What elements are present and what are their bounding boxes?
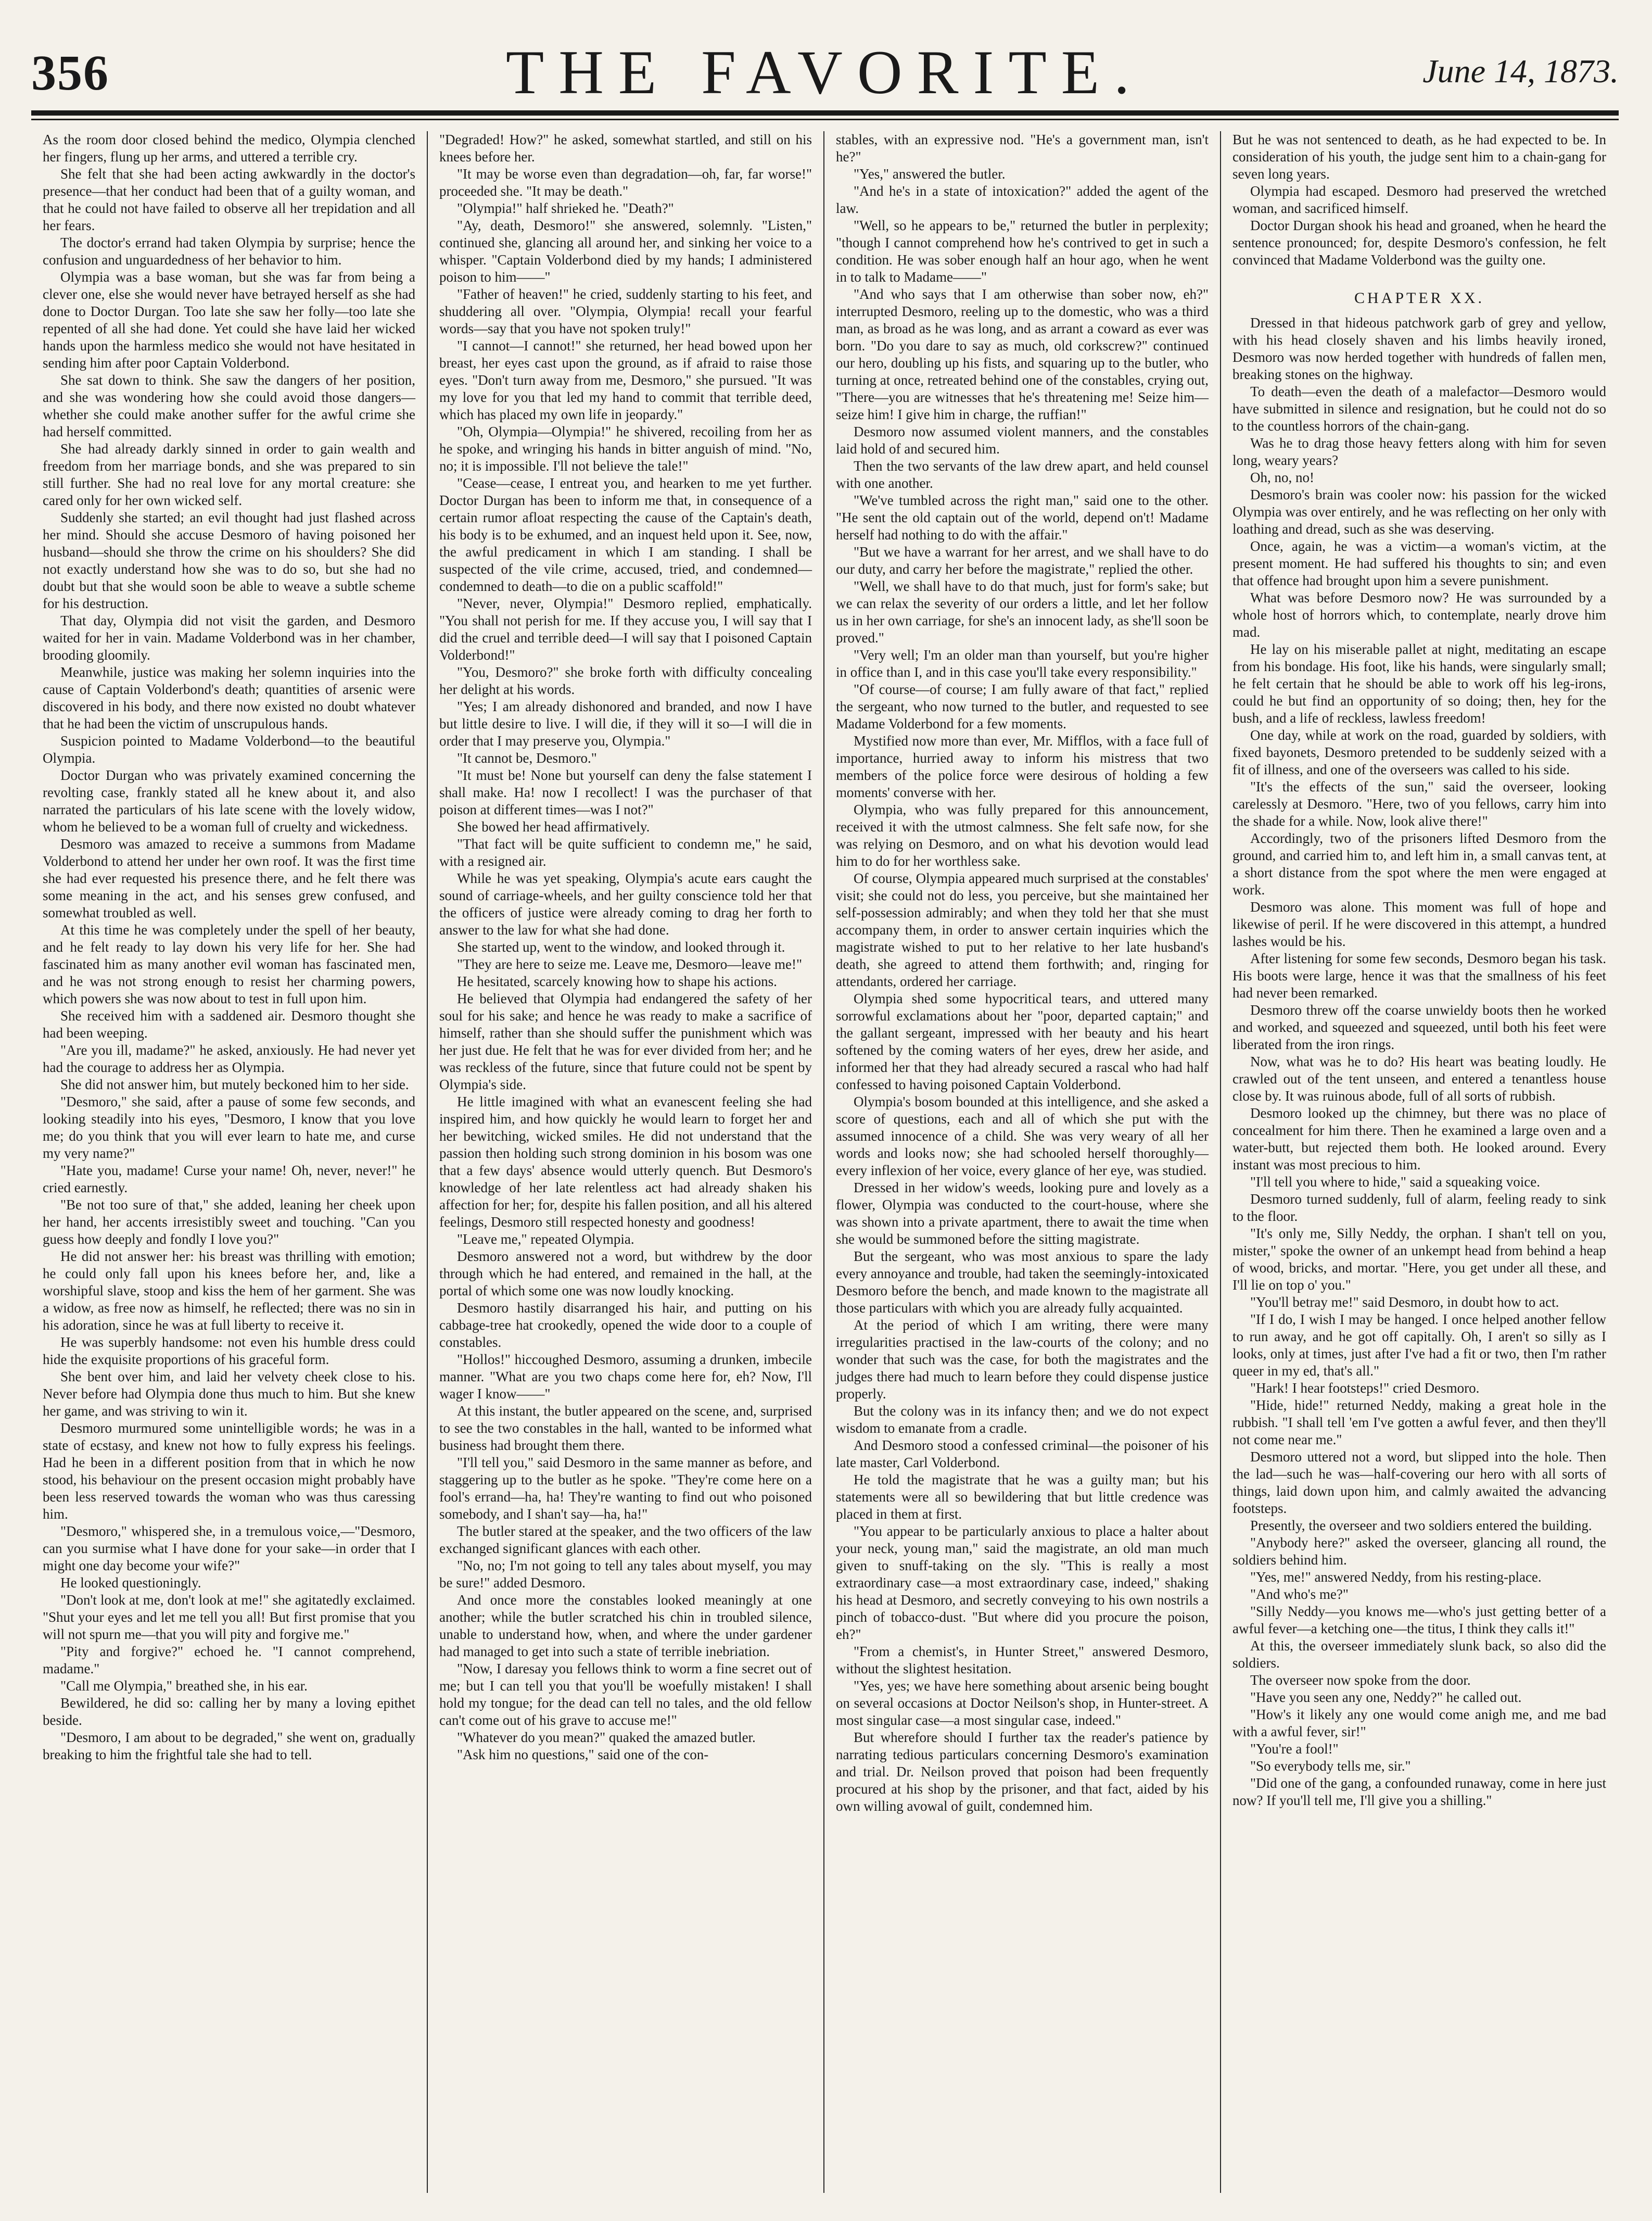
paragraph: One day, while at work on the road, guarded by soldiers, with fixed bayonets, Desmoro pretended to be suddenly seized with a fit of illness, and one of the overseers was called to his side.: [1232, 727, 1606, 777]
paragraph: Of course, Olympia appeared much surprised at the constables' visit; she could not do less, you perceive, but she maintained her self-possession admirably; and when they told her that she must accompany them, in order to answer certain inquiries which the magistrate wished to put to her relative to her late husband's death, she agreed to attend them forthwith; and, ringing for attendants, ordered her carriage.: [836, 870, 1209, 989]
paragraph: The overseer now spoke from the door.: [1250, 1672, 1471, 1688]
paragraph: She received him with a saddened air. Desmoro thought she had been weeping.: [43, 1008, 415, 1041]
paragraph: "Yes; I am already dishonored and branded, and now I have but little desire to live. I will die, if they will it so—I will die in order that I may preserve you, Olympia.": [439, 699, 812, 749]
paragraph: "How's it likely any one would come anigh me, and me bad with a awful fever, sir!": [1232, 1707, 1606, 1739]
paragraph: "You, Desmoro?" she broke forth with difficulty concealing her delight at his words.: [439, 664, 812, 697]
paragraph: "Leave me," repeated Olympia.: [457, 1231, 634, 1247]
paragraph: He told the magistrate that he was a guilty man; but his statements were all so bewildering that but little credence was placed in them at first.: [836, 1472, 1209, 1522]
paragraph: "Desmoro, I am about to be degraded," she went on, gradually breaking to him the frightful tale she had to tell.: [43, 1730, 415, 1762]
paragraph: "Yes, me!" answered Neddy, from his resting-place.: [1250, 1569, 1542, 1585]
paragraph: To death—even the death of a malefactor—Desmoro would have submitted in silence and resignation, but he could not do so to the countless horrors of the chain-gang.: [1232, 384, 1606, 434]
paragraph: Suddenly she started; an evil thought had just flashed across her mind. Should she accuse Desmoro of having poisoned her husband—should she throw the crime on his shoulders? She did not exactly understand how she was to do so, but she had no doubt but that she would soon be able to weave a subtle scheme for his destruction.: [43, 510, 415, 611]
paragraph: "Hide, hide!" returned Neddy, making a great hole in the rubbish. "I shall tell 'em I've gotten a awful fever, and then they'll not come near me.": [1232, 1397, 1606, 1447]
paragraph: He looked questioningly.: [60, 1575, 201, 1591]
paragraph: "So everybody tells me, sir.": [1250, 1758, 1411, 1774]
paragraph: He did not answer her: his breast was thrilling with emotion; he could only fall upon his knees before her, and, like a worshipful slave, stoop and kiss the hem of her garment. She was a widow, as free now as himself, he reflected; there was no sin in his adoration, since he was at full liberty to receive it.: [43, 1248, 415, 1333]
paragraph: "Be not too sure of that," she added, leaning her cheek upon her hand, her accents irresistibly sweet and touching. "Can you guess how deeply and fondly I love you?": [43, 1197, 415, 1247]
paragraph: "It's only me, Silly Neddy, the orphan. I shan't tell on you, mister," spoke the owner of an unkempt head from behind a heap of wood, bricks, and mortar. "Here, you get under all these, and I'll lie on top o' you.": [1232, 1226, 1606, 1293]
paragraph: Desmoro answered not a word, but withdrew by the door through which he had entered, and remained in the hall, at the portal of which some one was now loudly knocking.: [439, 1248, 812, 1298]
paragraph: "Hate you, madame! Curse your name! Oh, never, never!" he cried earnestly.: [43, 1163, 415, 1195]
paragraph: He hesitated, scarcely knowing how to shape his actions.: [457, 974, 777, 989]
paragraph: Dressed in her widow's weeds, looking pure and lovely as a flower, Olympia was conducted to the court-house, where she was shown into a private apartment, there to await the time when she would be summoned before the sitting magistrate.: [836, 1180, 1209, 1247]
paragraph: "Silly Neddy—you knows me—who's just getting better of a awful fever—a ketching one—the titus, I think they calls it!": [1232, 1604, 1606, 1636]
paragraph: "But we have a warrant for her arrest, and we shall have to do our duty, and carry her before the magistrate," replied the other.: [836, 544, 1209, 577]
paragraph: And once more the constables looked meaningly at one another; while the butler scratched his chin in troubled silence, unable to understand how, when, and where the under gardener had managed to get into such a state of terrible inebriation.: [439, 1592, 812, 1659]
paragraph: "Yes, yes; we have here something about arsenic being bought on several occasions at Doctor Neilson's shop, in Hunter-street. A most singular case—a most singular case, indeed.": [836, 1678, 1209, 1728]
paragraph: Olympia was a base woman, but she was far from being a clever one, else she would never have betrayed herself as she had done to Doctor Durgan. Too late she saw her folly—too late she repented of all she had done. Yet could she have laid her wicked hands upon the harmless medico she would not have hesitated in sending him after poor Captain Volderbond.: [43, 269, 415, 371]
paragraph: "Desmoro," whispered she, in a tremulous voice,—"Desmoro, can you surmise what I have done for your sake—in order that I might one day become your wife?": [43, 1523, 415, 1573]
paragraph: Desmoro murmured some unintelligible words; he was in a state of ecstasy, and knew not how to fully express his feelings. Had he been in a different position from that in which he now stood, his behaviour on the present occasion might probably have been less reserved towards the woman who was thus caressing him.: [43, 1420, 415, 1522]
paragraph: "Of course—of course; I am fully aware of that fact," replied the sergeant, who now turned to the butler, and requested to see Madame Volderbond for a few moments.: [836, 682, 1209, 731]
text-columns: [31, 131, 1619, 2193]
paragraph: Mystified now more than ever, Mr. Mifflos, with a face full of importance, hurried away to inform his mistress that two members of the police force were desirous of holding a few moments' converse with her.: [836, 733, 1209, 800]
column-1: [31, 131, 428, 2193]
paragraph: "Ask him no questions," said one of the con-: [457, 1747, 709, 1762]
paragraph: "I cannot—I cannot!" she returned, her head bowed upon her breast, her eyes cast upon the ground, as if afraid to raise those eyes. "Don't turn away from me, Desmoro," she pursued. "It was my love for you that led my hand to commit that terrible deed, which has placed my own life in jeopardy.": [439, 338, 812, 422]
paragraph: She started up, went to the window, and looked through it.: [457, 939, 785, 955]
paragraph: Bewildered, he did so: calling her by many a loving epithet beside.: [43, 1695, 415, 1728]
journal-title: THE FAVORITE.: [505, 37, 1145, 107]
paragraph: "Are you ill, madame?" he asked, anxiously. He had never yet had the courage to address her as Olympia.: [43, 1042, 415, 1075]
paragraph: The butler stared at the speaker, and the two officers of the law exchanged significant glances with each other.: [439, 1523, 812, 1556]
paragraph: Dressed in that hideous patchwork garb of grey and yellow, with his head closely shaven and his limbs heavily ironed, Desmoro was now herded together with hundreds of fallen men, breaking stones on the highway.: [1232, 315, 1606, 382]
paragraph: She bent over him, and laid her velvety cheek close to his. Never before had Olympia done thus much to him. But she knew her game, and was striving to win it.: [43, 1369, 415, 1419]
paragraph: Olympia had escaped. Desmoro had preserved the wretched woman, and sacrificed himself.: [1232, 183, 1606, 216]
paragraph: "Did one of the gang, a confounded runaway, come in here just now? If you'll tell me, I'll give you a shilling.": [1232, 1775, 1606, 1808]
paragraph: "Desmoro," she said, after a pause of some few seconds, and looking steadily into his eyes, "Desmoro, I know that you love me; do you think that you will ever learn to hate me, and curse my very name?": [43, 1094, 415, 1161]
paragraph: "And who says that I am otherwise than sober now, eh?" interrupted Desmoro, reeling up to the domestic, who was a third man, as broad as he was long, and as arrant a coward as ever was born. "Do you dare to say as much, old corkscrew?" continued our hero, doubling up his fists, and squaring up to the butler, who turning at once, retreated behind one of the constables, crying out, "There—you are witnesses that he's threatening me! Seize him—seize him! I give him in charge, the ruffian!": [836, 286, 1209, 422]
paragraph: Olympia shed some hypocritical tears, and uttered many sorrowful exclamations about her "poor, departed captain;" and the gallant sergeant, impressed with her beauty and his heart softened by the coming waters of her eyes, drew her aside, and informed her that they had already secured a rascal who had half confessed to having poisoned Captain Volderbond.: [836, 991, 1209, 1092]
paragraph: "If I do, I wish I may be hanged. I once helped another fellow to run away, and he got off capitally. Oh, I aren't so silly as I looks, only at times, just after I've had a fit or two, then I'm rather queer in my ed, that's all.": [1232, 1311, 1606, 1379]
paragraph: "Very well; I'm an older man than yourself, but you're higher in office than I, and in this case you'll take every responsibility.": [836, 647, 1209, 680]
paragraph: "Pity and forgive?" echoed he. "I cannot comprehend, madame.": [43, 1644, 415, 1676]
paragraph: Once, again, he was a victim—a woman's victim, at the present moment. He had suffered his thoughts to sin; and even that offence had brought upon him a severe punishment.: [1232, 538, 1606, 588]
paragraph: "It must be! None but yourself can deny the false statement I shall make. Ha! now I recollect! I was the purchaser of that poison at different times—was I not?": [439, 767, 812, 817]
paragraph: At this, the overseer immediately slunk back, so also did the soldiers.: [1232, 1638, 1606, 1671]
issue-date: June 14, 1873.: [1422, 53, 1619, 90]
paragraph: Now, what was he to do? His heart was beating loudly. He crawled out of the tent unseen, and entered a tenantless house close by. It was ruinous abode, full of all sorts of rubbish.: [1232, 1054, 1606, 1104]
paragraph: What was before Desmoro now? He was surrounded by a whole host of horrors which, to contemplate, nearly drove him mad.: [1232, 590, 1606, 640]
paragraph: Olympia's bosom bounded at this intelligence, and she asked a score of questions, each and all of which she put with the assumed innocence of a child. She was very weary of all her words and looks now; she had schooled herself thoroughly—every inflexion of her voice, every glance of her eye, was studied.: [836, 1094, 1209, 1178]
paragraph: She felt that she had been acting awkwardly in the doctor's presence—that her conduct had been that of a guilty woman, and that he could not have failed to observe all her trepidation and all her fears.: [43, 166, 415, 233]
paragraph: "Oh, Olympia—Olympia!" he shivered, recoiling from her as he spoke, and wringing his hands in bitter anguish of mind. "No, no; it is impossible. I'll not believe the tale!": [439, 424, 812, 474]
paragraph: "Hollos!" hiccoughed Desmoro, assuming a drunken, imbecile manner. "What are you two chaps come here for, eh? Now, I'll wager I know——": [439, 1352, 812, 1402]
paragraph: Oh, no, no!: [1250, 470, 1314, 485]
paragraph: Doctor Durgan who was privately examined concerning the revolting case, frankly stated all he knew about it, and also narrated the particulars of his late scene with the lovely widow, whom he believed to be a woman full of cruelty and wickedness.: [43, 767, 415, 835]
paragraph: She sat down to think. She saw the dangers of her position, and she was wondering how she could avoid those dangers—whether she could make another suffer for the awful crime she had herself committed.: [43, 372, 415, 439]
paragraph: stables, with an expressive nod. "He's a government man, isn't he?": [836, 132, 1209, 165]
paragraph: Desmoro threw off the coarse unwieldy boots then he worked and worked, and squeezed and squeezed, until both his feet were liberated from the iron rings.: [1232, 1002, 1606, 1052]
paragraph: Doctor Durgan shook his head and groaned, when he heard the sentence pronounced; for, despite Desmoro's confession, he felt convinced that Madame Volderbond was the guilty one.: [1232, 218, 1606, 268]
paragraph: "And who's me?": [1250, 1586, 1349, 1602]
paragraph: Desmoro uttered not a word, but slipped into the hole. Then the lad—such he was—half-covering our hero with all sorts of things, laid down upon him, and calmly awaited the advancing footsteps.: [1232, 1449, 1606, 1516]
paragraph: Desmoro hastily disarranged his hair, and putting on his cabbage-tree hat crookedly, opened the wide door to a couple of constables.: [439, 1300, 812, 1350]
paragraph: But he was not sentenced to death, as he had expected to be. In consideration of his youth, the judge sent him to a chain-gang for seven long years.: [1232, 132, 1606, 182]
paragraph: "That fact will be quite sufficient to condemn me," he said, with a resigned air.: [439, 836, 812, 869]
column-3: [824, 131, 1221, 2193]
page-number: 356: [31, 45, 109, 100]
paragraph: But the sergeant, who was most anxious to spare the lady every annoyance and trouble, had taken the seemingly-intoxicated Desmoro before the bench, and made known to the magistrate all those particulars with which you are already fully acquainted.: [836, 1248, 1209, 1316]
paragraph: She bowed her head affirmatively.: [457, 819, 650, 835]
paragraph: Then the two servants of the law drew apart, and held counsel with one another.: [836, 458, 1209, 491]
paragraph: But wherefore should I further tax the reader's patience by narrating tedious particulars concerning Desmoro's examination and trial. Dr. Neilson proved that poison had been frequently procured at his shop by the prisoner, and that fact, aided by his own willing avowal of guilt, condemned him.: [836, 1730, 1209, 1814]
paragraph: While he was yet speaking, Olympia's acute ears caught the sound of carriage-wheels, and her guilty conscience told her that the officers of justice were already coming to drag her forth to answer to the law for what she had done.: [439, 870, 812, 938]
paragraph: "Never, never, Olympia!" Desmoro replied, emphatically. "You shall not perish for me. If they accuse you, I will say that I did the cruel and terrible deed—I will say that I poisoned Captain Volderbond!": [439, 596, 812, 663]
paragraph: Meanwhile, justice was making her solemn inquiries into the cause of Captain Volderbond's death; quantities of arsenic were discovered in his body, and there now existed no doubt whatever that he had been the victim of unscrupulous hands.: [43, 664, 415, 731]
paragraph: Desmoro was amazed to receive a summons from Madame Volderbond to attend her under her own roof. It was the first time she had ever requested his presence there, and he felt there was some meaning in the act, and his senses grew confused, and somewhat troubled as well.: [43, 836, 415, 920]
masthead: [31, 31, 1619, 109]
column-4: [1221, 131, 1618, 2193]
paragraph: "You appear to be particularly anxious to place a halter about your neck, young man," said the magistrate, an old man much given to snuff-taking on the sly. "This is really a most extraordinary case—a most extraordinary case, indeed," shaking his head at Desmoro, and secretly conveying to his own nostrils a pinch of tobacco-dust. "But where did you procure the poison, eh?": [836, 1523, 1209, 1642]
paragraph: "No, no; I'm not going to tell any tales about myself, you may be sure!" added Desmoro.: [439, 1558, 812, 1591]
paragraph: He was superbly handsome: not even his humble dress could hide the exquisite proportions of his graceful form.: [43, 1334, 415, 1367]
paragraph: "We've tumbled across the right man," said one to the other. "He sent the old captain out of the world, depend on't! Madame herself had nothing to do with the affair.": [836, 493, 1209, 542]
paragraph: Desmoro's brain was cooler now: his passion for the wicked Olympia was over entirely, and he was reflecting on her only with loathing and dread, such as she was deserving.: [1232, 487, 1606, 537]
paragraph: He believed that Olympia had endangered the safety of her soul for his sake; and hence he was ready to make a sacrifice of himself, rather than she should suffer the punishment which was her just due. He felt that he was for ever divided from her; and he was reckless of the future, since that future could not be spent by Olympia's side.: [439, 991, 812, 1092]
paragraph: After listening for some few seconds, Desmoro began his task. His boots were large, hence it was that the smallness of his feet had never been remarked.: [1232, 951, 1606, 1001]
paragraph: "You're a fool!": [1250, 1741, 1339, 1757]
paragraph: "They are here to seize me. Leave me, Desmoro—leave me!": [457, 956, 802, 972]
header-rule: [31, 110, 1619, 116]
paragraph: Presently, the overseer and two soldiers entered the building.: [1250, 1518, 1592, 1533]
paragraph: "Call me Olympia," breathed she, in his ear.: [60, 1678, 308, 1694]
paragraph: "I'll tell you," said Desmoro in the same manner as before, and staggering up to the butler as he spoke. "They're come here on a fool's errand—ha, ha! They're wanting to find out who poisoned somebody, and I shan't say—ha, ha!": [439, 1455, 812, 1522]
paragraph: "Olympia!" half shrieked he. "Death?": [457, 200, 674, 216]
paragraph: At this instant, the butler appeared on the scene, and, surprised to see the two constables in the hall, wanted to be informed what business had brought them there.: [439, 1403, 812, 1453]
paragraph: "Father of heaven!" he cried, suddenly starting to his feet, and shuddering all over. "Olympia, Olympia! recall your fearful words—say that you have not spoken truly!": [439, 286, 812, 336]
paragraph: As the room door closed behind the medico, Olympia clenched her fingers, flung up her arms, and uttered a terrible cry.: [43, 132, 415, 165]
paragraph: "Yes," answered the butler.: [854, 166, 1006, 182]
paragraph: Suspicion pointed to Madame Volderbond—to the beautiful Olympia.: [43, 733, 415, 766]
paragraph: "Ay, death, Desmoro!" she answered, solemnly. "Listen," continued she, glancing all around her, and sinking her voice to a whisper. "Captain Volderbond died by my hands; I administered poison to him——": [439, 218, 812, 285]
paragraph: "Hark! I hear footsteps!" cried Desmoro.: [1250, 1380, 1480, 1396]
paragraph: "Well, so he appears to be," returned the butler in perplexity; "though I cannot comprehend how he's contrived to get in such a condition. He was sober enough half an hour ago, when he went in to talk to Madame——": [836, 218, 1209, 285]
paragraph: And Desmoro stood a confessed criminal—the poisoner of his late master, Carl Volderbond.: [836, 1437, 1209, 1470]
paragraph: At this time he was completely under the spell of her beauty, and he felt ready to lay down his very life for her. She had fascinated him as many another evil woman has fascinated men, and he was not strong enough to resist her charming powers, which powers she was now about to test in full upon him.: [43, 922, 415, 1006]
paragraph: "Degraded! How?" he asked, somewhat startled, and still on his knees before her.: [439, 132, 812, 165]
header-rule-thin: [31, 119, 1619, 120]
paragraph: Desmoro was alone. This moment was full of hope and likewise of peril. If he were discovered in this attempt, a hundred lashes would be his.: [1232, 899, 1606, 949]
paragraph: At the period of which I am writing, there were many irregularities practised in the law-courts of the colony; and no wonder that such was the case, for both the magistrates and the judges there had much to learn before they could dispense justice properly.: [836, 1317, 1209, 1402]
paragraph: "From a chemist's, in Hunter Street," answered Desmoro, without the slightest hesitation.: [836, 1644, 1209, 1676]
paragraph: Accordingly, two of the prisoners lifted Desmoro from the ground, and carried him to, and left him in, a small canvas tent, at a short distance from the spot where the men were engaged at work.: [1232, 830, 1606, 898]
paragraph: Desmoro now assumed violent manners, and the constables laid hold of and secured him.: [836, 424, 1209, 457]
paragraph: Desmoro looked up the chimney, but there was no place of concealment for him there. Then he examined a large oven and a water-butt, but rejected them both. He looked around. Every instant was most precious to him.: [1232, 1105, 1606, 1172]
paragraph: "Whatever do you mean?" quaked the amazed butler.: [457, 1730, 756, 1745]
paragraph: But the colony was in its infancy then; and we do not expect wisdom to emanate from a cradle.: [836, 1403, 1209, 1436]
paragraph: Was he to drag those heavy fetters along with him for seven long, weary years?: [1232, 435, 1606, 468]
chapter-heading: CHAPTER XX.: [1354, 289, 1484, 307]
paragraph: "It's the effects of the sun," said the overseer, looking carelessly at Desmoro. "Here, two of you fellows, carry him into the shade for a while. Now, look alive there!": [1232, 779, 1606, 829]
paragraph: The doctor's errand had taken Olympia by surprise; hence the confusion and unguardedness of her behavior to him.: [43, 235, 415, 268]
paragraph: "It may be worse even than degradation—oh, far, far worse!" proceeded she. "It may be death.": [439, 166, 812, 199]
paragraph: That day, Olympia did not visit the garden, and Desmoro waited for her in vain. Madame Volderbond was in her chamber, brooding gloomily.: [43, 613, 415, 663]
paragraph: He little imagined with what an evanescent feeling she had inspired him, and how quickly he would learn to forget her and her bewitching, wicked smiles. He did not understand that the passion then holding such strong dominion in his bosom was one that a few days' absence would utterly quench. But Desmoro's knowledge of her late relentless act had already shaken his affection for her; for, despite his fallen position, and all his altered feelings, Desmoro still respected honesty and goodness!: [439, 1094, 812, 1230]
paragraph: "And he's in a state of intoxication?" added the agent of the law.: [836, 183, 1209, 216]
paragraph: "Well, we shall have to do that much, just for form's sake; but we can relax the severity of our orders a little, and let her follow us in her own carriage, for she's an innocent lady, as she'll soon be proved.": [836, 578, 1209, 646]
paragraph: "It cannot be, Desmoro.": [457, 750, 597, 766]
paragraph: "Don't look at me, don't look at me!" she agitatedly exclaimed. "Shut your eyes and let me tell you all! But first promise that you will not spurn me—that you will pity and forgive me.": [43, 1592, 415, 1642]
paragraph: She had already darkly sinned in order to gain wealth and freedom from her marriage bonds, and she was prepared to sin still further. She had no real love for any mortal creature: she cared only for her own wicked self.: [43, 441, 415, 508]
column-2: [428, 131, 824, 2193]
paragraph: "Anybody here?" asked the overseer, glancing all round, the soldiers behind him.: [1232, 1535, 1606, 1568]
paragraph: "Cease—cease, I entreat you, and hearken to me yet further. Doctor Durgan has been to inform me that, in consequence of a certain rumor afloat respecting the cause of the Captain's death, his body is to be exhumed, and an inquest held upon it. See, now, the awful predicament in which I am standing. I shall be suspected of the vile crime, accused, tried, and condemned—condemned to death—to die on a public scaffold!": [439, 475, 812, 594]
paragraph: "Now, I daresay you fellows think to worm a fine secret out of me; but I can tell you that you'll be woefully mistaken! I shall hold my tongue; for the dead can tell no tales, and the old fellow can't come out of his grave to accuse me!": [439, 1661, 812, 1728]
paragraph: "Have you seen any one, Neddy?" he called out.: [1250, 1689, 1522, 1705]
paragraph: Olympia, who was fully prepared for this announcement, received it with the utmost calmness. She felt safe now, for she was relying on Desmoro, and on what his devotion would lead him to do for her worthless sake.: [836, 802, 1209, 869]
paragraph: "You'll betray me!" said Desmoro, in doubt how to act.: [1250, 1294, 1559, 1310]
paragraph: Desmoro turned suddenly, full of alarm, feeling ready to sink to the floor.: [1232, 1191, 1606, 1224]
paragraph: He lay on his miserable pallet at night, meditating an escape from his bondage. His foot, like his hands, were singularly small; he felt certain that he should be able to work off his leg-irons, could he but find an opportunity of so doing; then, hey for the bush, and a life of reckless, lawless freedom!: [1232, 641, 1606, 726]
paragraph: "I'll tell you where to hide," said a squeaking voice.: [1250, 1174, 1541, 1190]
paragraph: She did not answer him, but mutely beckoned him to her side.: [60, 1077, 409, 1092]
